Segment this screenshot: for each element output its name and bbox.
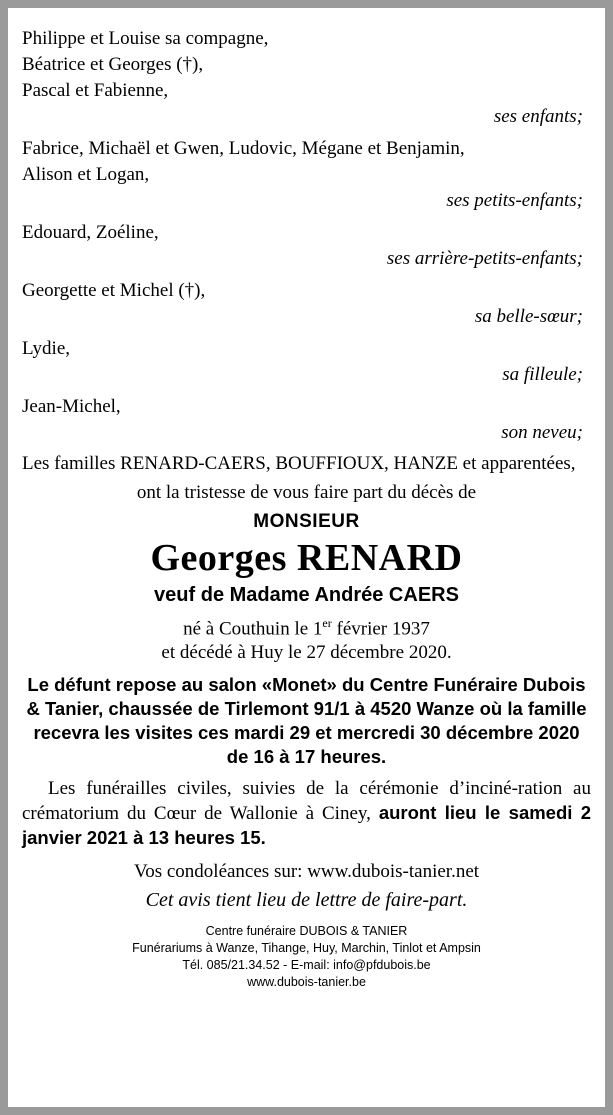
- footer-company: Centre funéraire DUBOIS & TANIER: [205, 924, 408, 939]
- honorific-label: MONSIEUR: [253, 511, 360, 532]
- family-name-line: Béatrice et Georges (†),: [22, 54, 204, 75]
- family-group-sister-in-law: [22, 278, 591, 330]
- funeral-paragraph-highlight: auront lieu le samedi 2 janvier 2021 à 13 heures 15.: [22, 802, 592, 849]
- family-name-line: Alison et Logan,: [22, 164, 150, 185]
- death-notice-card: [8, 8, 605, 1107]
- family-role-label: sa filleule;: [502, 364, 583, 385]
- birth-suffix: février 1937: [331, 618, 430, 640]
- condolences-line: Vos condoléances sur: www.dubois-tanier.net: [133, 861, 480, 883]
- deceased-name: Georges RENARD: [150, 537, 463, 579]
- footer-locations: Funérariums à Wanze, Tihange, Huy, Marchin, Tinlot et Ampsin: [132, 941, 481, 956]
- letter-notice-line: Cet avis tient lieu de lettre de faire-part.: [145, 889, 468, 912]
- repose-paragraph: Le défunt repose au salon «Monet» du Centre Funéraire Dubois & Tanier, chaussée de Tirlemont 91/1 à 4520 Wanze où la famille recevra les visites ces mardi 29 et mercredi 30 décembre 2020 de 16 à 17 heures.: [26, 674, 587, 768]
- family-name-line: Jean-Michel,: [22, 396, 121, 417]
- footer-website: www.dubois-tanier.be: [247, 975, 366, 990]
- birth-ordinal-suffix: er: [322, 616, 332, 630]
- funeral-paragraph-text: Les funérailles civiles, suivies de la cérémonie d’inciné-ration au crématorium du Cœur de Wallonie à Ciney,: [22, 778, 591, 825]
- spouse-line: veuf de Madame Andrée CAERS: [154, 584, 459, 606]
- family-group-great-grandchildren: [22, 220, 591, 272]
- family-role-label: ses enfants;: [493, 106, 583, 127]
- funeral-paragraph: [22, 777, 591, 851]
- family-role-label: ses arrière-petits-enfants;: [386, 248, 583, 269]
- family-group-children: [22, 26, 591, 130]
- family-group-goddaughter: [22, 336, 591, 388]
- footer-contact: Tél. 085/21.34.52 - E-mail: info@pfdubois.be: [182, 958, 431, 973]
- funeral-home-footer: [22, 923, 591, 991]
- families-line: Les familles RENARD-CAERS, BOUFFIOUX, HANZE et apparentées,: [22, 453, 576, 474]
- family-group-nephew: [22, 394, 591, 446]
- family-role-label: son neveu;: [501, 422, 583, 443]
- family-name-line: Edouard, Zoéline,: [22, 222, 159, 243]
- family-group-grandchildren: [22, 136, 591, 214]
- birth-prefix: né à Couthuin le 1: [183, 618, 323, 640]
- birth-line: [22, 611, 591, 641]
- announcement-line: ont la tristesse de vous faire part du décès de: [136, 482, 477, 503]
- family-name-line: Philippe et Louise sa compagne,: [22, 28, 269, 49]
- family-name-line: Pascal et Fabienne,: [22, 80, 169, 101]
- family-role-label: sa belle-sœur;: [474, 306, 583, 327]
- family-name-line: Lydie,: [22, 338, 71, 359]
- family-name-line: Georgette et Michel (†),: [22, 280, 206, 301]
- family-name-line: Fabrice, Michaël et Gwen, Ludovic, Mégane et Benjamin,: [22, 138, 465, 159]
- family-role-label: ses petits-enfants;: [446, 190, 583, 211]
- death-line: et décédé à Huy le 27 décembre 2020.: [161, 642, 452, 664]
